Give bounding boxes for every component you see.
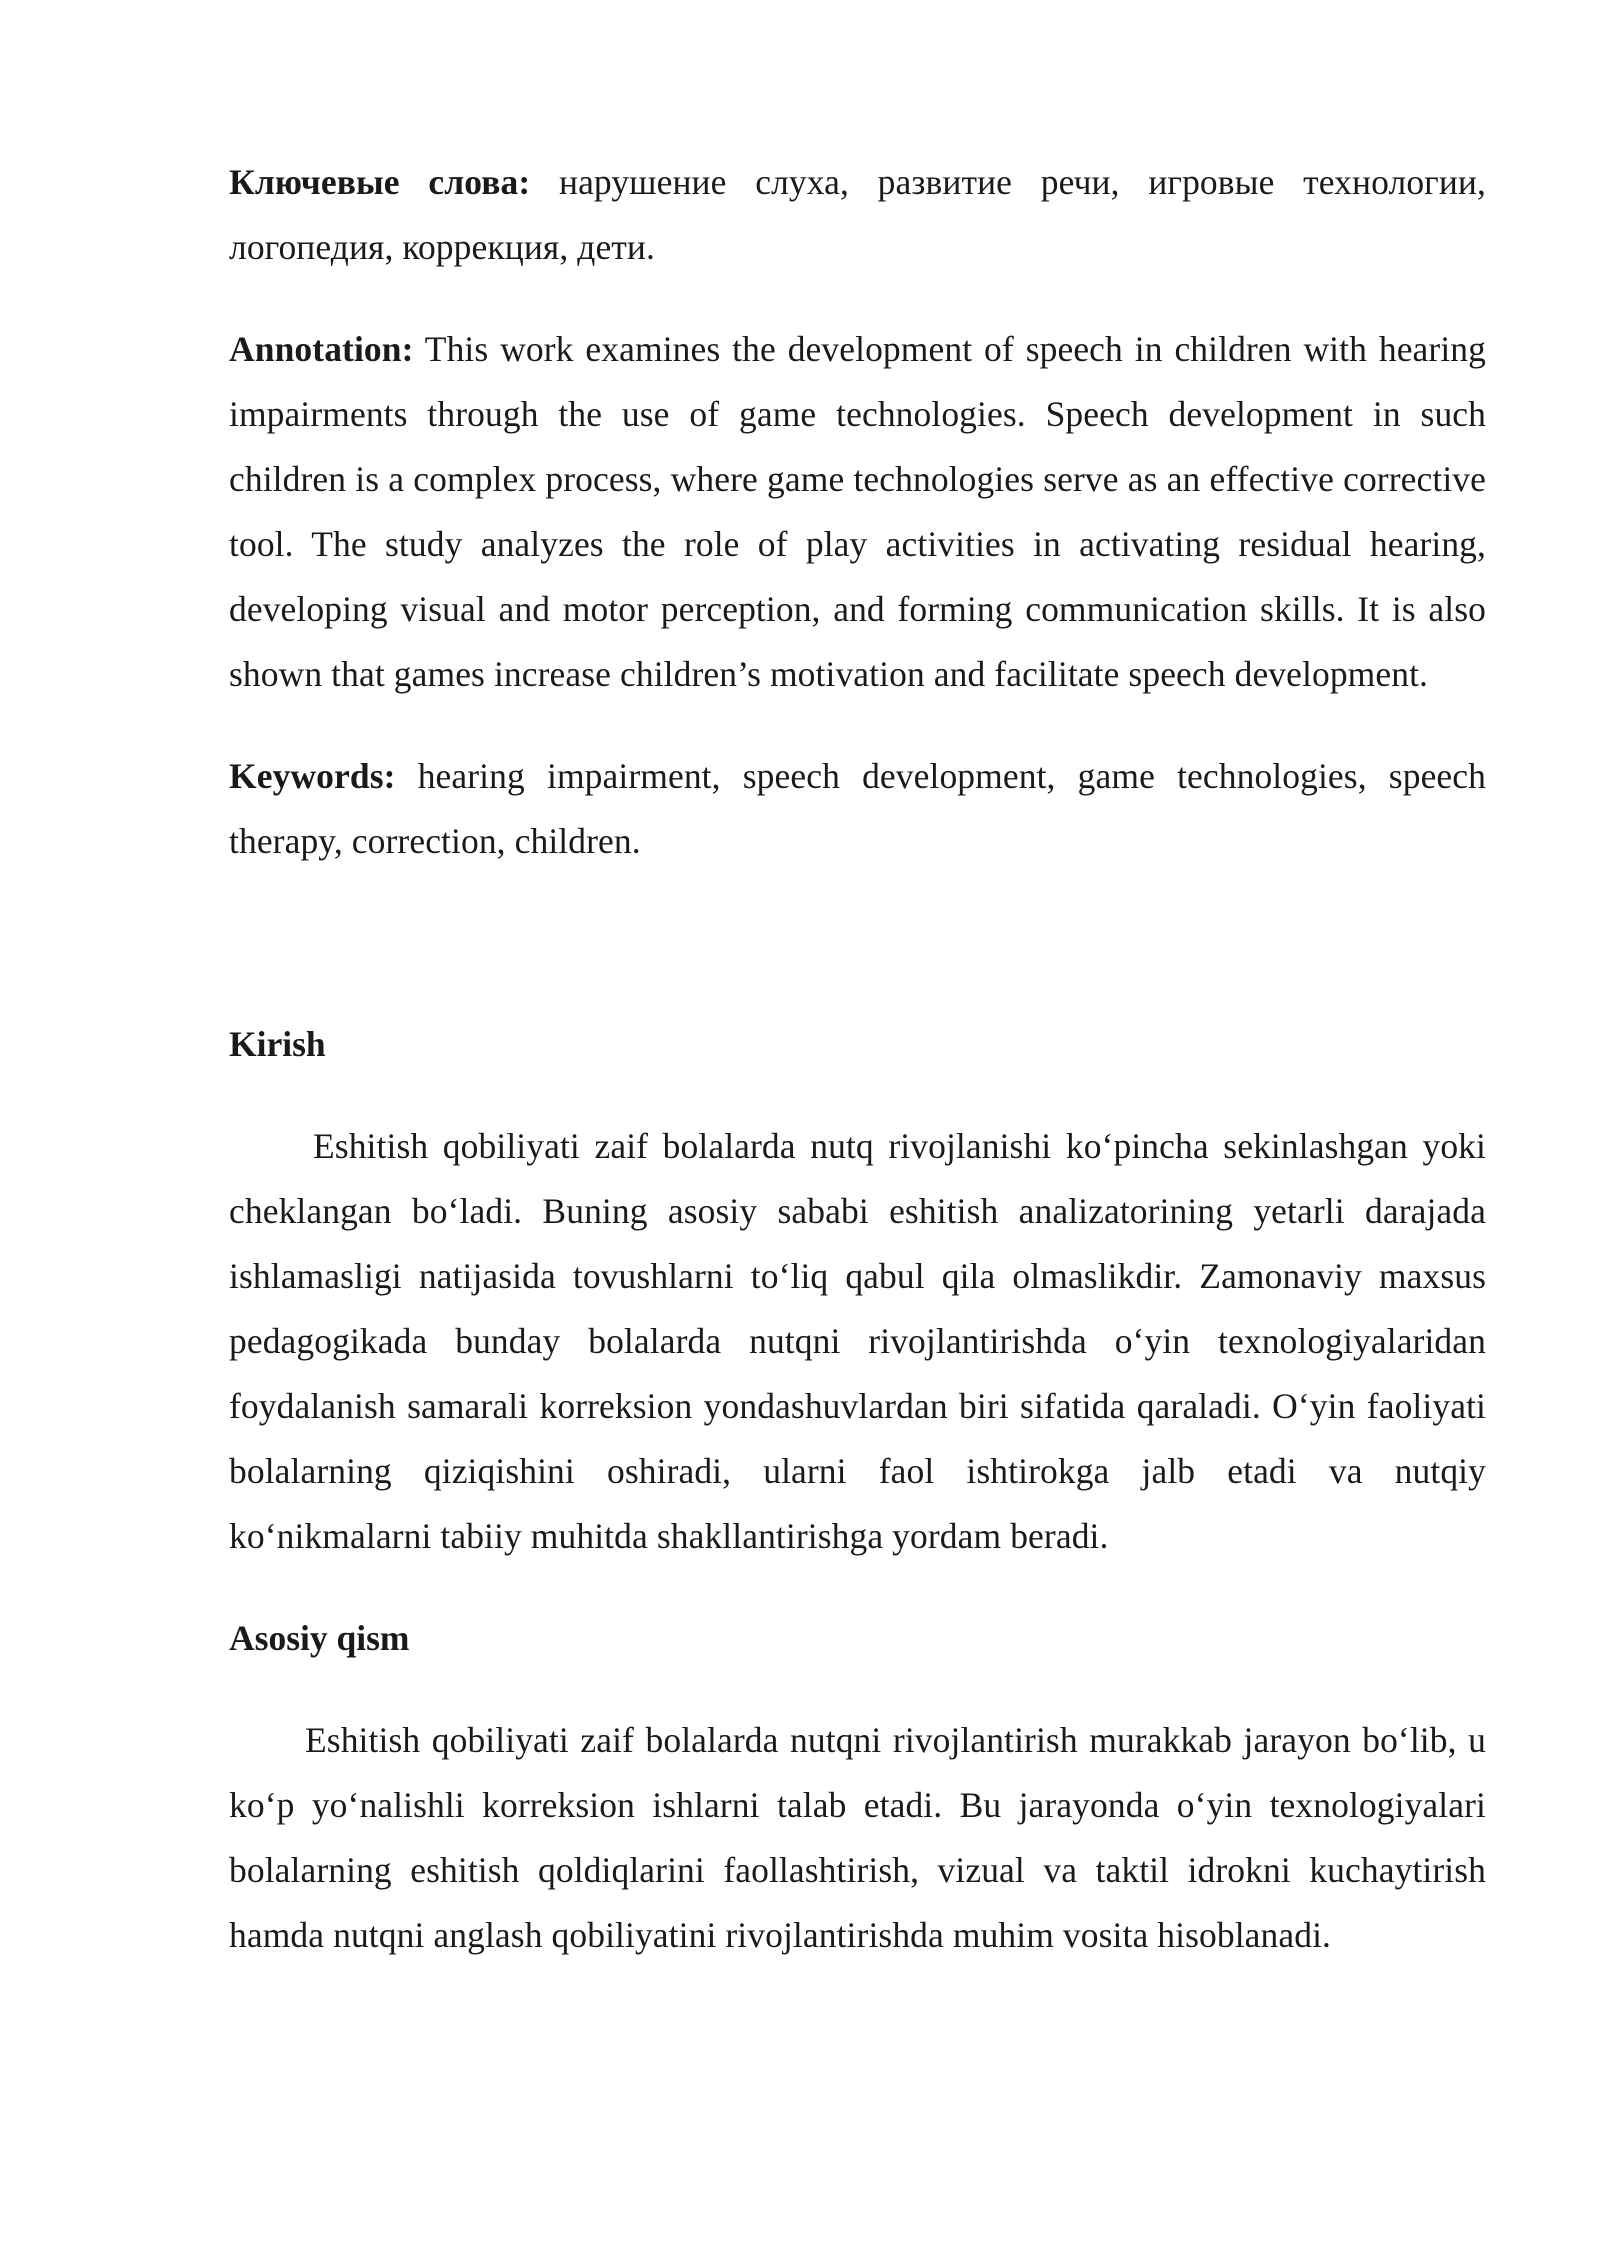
- keywords-ru-text: нарушение слуха, развитие речи, игровые технологии, логопедия, коррекция, дети.: [229, 162, 1486, 267]
- keywords-en-paragraph: [229, 744, 1486, 874]
- keywords-ru-label: Ключевые слова:: [229, 162, 531, 202]
- main-part-heading: Asosiy qism: [229, 1618, 410, 1658]
- document-page: [229, 150, 1486, 1968]
- main-part-paragraph: Eshitish qobiliyati zaif bolalarda nutqni rivojlantirish murakkab jarayon bo‘lib, u ko‘p yo‘nalishli korreksion ishlarni talab etadi. Bu jarayonda o‘yin texnologiyalari bolalarning eshitish qoldiqlarini faollashtirish, vizual va taktil idrokni kuchaytirish hamda nutqni anglash qobiliyatini rivojlantirishda muhim vosita hisoblanadi.: [229, 1720, 1486, 1955]
- annotation-paragraph: [229, 317, 1486, 707]
- intro-paragraph: Eshitish qobiliyati zaif bolalarda nutq rivojlanishi ko‘pincha sekinlashgan yoki cheklangan bo‘ladi. Buning asosiy sababi eshitish analizatorining yetarli darajada ishlamasligi natijasida tovushlarni to‘liq qabul qila olmaslikdir. Zamonaviy maxsus pedagogikada bunday bolalarda nutqni rivojlantirishda o‘yin texnologiyalaridan foydalanish samarali korreksion yondashuvlardan biri sifatida qaraladi. O‘yin faoliyati bolalarning qiziqishini oshiradi, ularni faol ishtirokga jalb etadi va nutqiy ko‘nikmalarni tabiiy muhitda shakllantirishga yordam beradi.: [229, 1126, 1486, 1556]
- keywords-ru-paragraph: [229, 150, 1486, 280]
- annotation-text: This work examines the development of speech in children with hearing impairments through the use of game technologies. Speech development in such children is a complex process, where game technologies serve as an effective corrective tool. The study analyzes the role of play activities in activating residual hearing, developing visual and motor perception, and forming communication skills. It is also shown that games increase children’s motivation and facilitate speech development.: [229, 329, 1486, 694]
- keywords-en-text: hearing impairment, speech development, game technologies, speech therapy, correction, children.: [229, 756, 1486, 861]
- annotation-label: Annotation:: [229, 329, 414, 369]
- intro-heading: Kirish: [229, 1024, 326, 1064]
- keywords-en-label: Keywords:: [229, 756, 396, 796]
